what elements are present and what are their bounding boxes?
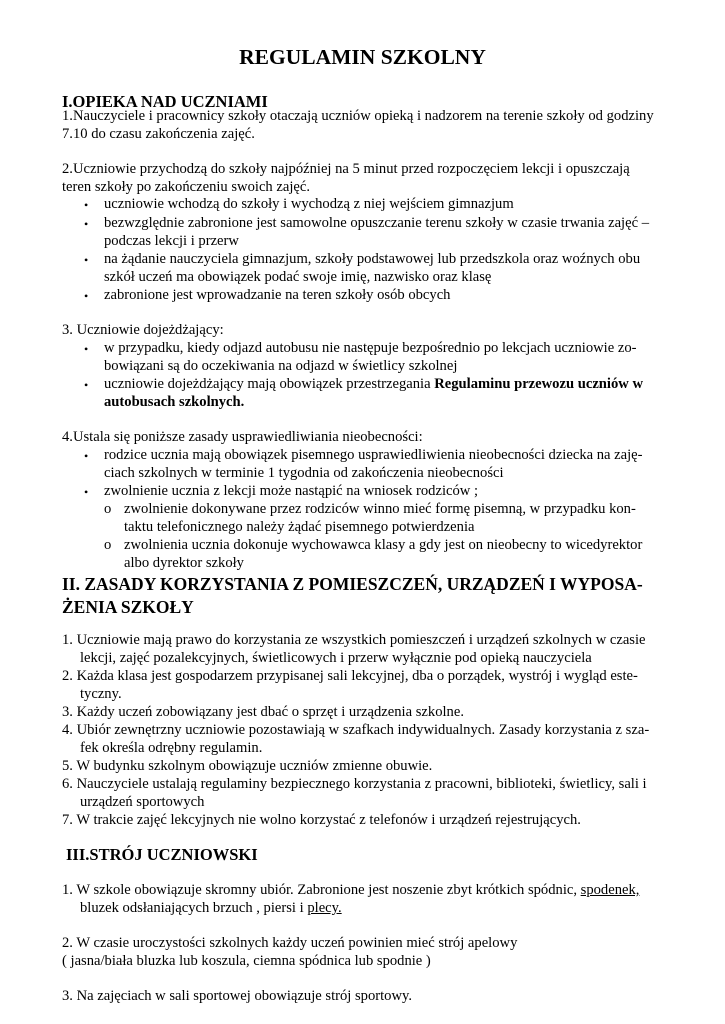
bullet-icon: • [84,253,89,267]
sec2-item2-line2: tyczny. [80,686,122,702]
sec1-p4-bullet1-line2: ciach szkolnych w terminie 1 tygodnia od zakończenia nieobecności [104,465,504,481]
sec2-item1-line2: lekcji, zajęć pozalekcyjnych, świetlicowych i przerw wyłącznie pod opieką nauczyciela [80,650,592,666]
sec1-p2-bullet1: uczniowie wchodzą do szkoły i wychodzą z niej wejściem gimnazjum [104,196,514,212]
section-1-heading: I.OPIEKA NAD UCZNIAMI [62,92,268,111]
sec1-p3-bullet2-line2: autobusach szkolnych. [104,394,245,410]
sec2-item7: 7. W trakcie zajęć lekcyjnych nie wolno korzystać z telefonów i urządzeń rejestrujących. [62,812,581,828]
bullet-icon: • [84,198,89,212]
bullet-icon: • [84,485,89,499]
underlined-plecy: plecy. [307,900,342,916]
sec3-item2-line1: 2. W czasie uroczystości szkolnych każdy uczeń powinien mieć strój apelowy [62,935,518,951]
sec3-item1-line2 [80,900,342,918]
sec1-p3-bullet1-line2: bowiązani są do oczekiwania na odjazd w świetlicy szkolnej [104,358,458,374]
sec2-item2-line1: 2. Każda klasa jest gospodarzem przypisanej sali lekcyjnej, dba o porządek, wystrój i wygląd este- [62,668,638,684]
bullet-icon: • [84,449,89,463]
subbullet-icon: o [104,537,112,553]
sec1-p3-bullet1-line1: w przypadku, kiedy odjazd autobusu nie następuje bezpośrednio po lekcjach uczniowie zo- [104,340,637,356]
sec1-p2-line2: teren szkoły po zakończeniu swoich zajęć. [62,179,310,195]
sec3-item1-text2: bluzek odsłaniających brzuch , piersi i [80,900,308,916]
sec1-p2-bullet3-line1: na żądanie nauczyciela gimnazjum, szkoły podstawowej lub przedszkola oraz woźnych obu [104,251,641,267]
sec1-p2-bullet4: zabronione jest wprowadzanie na teren szkoły osób obcych [104,287,451,303]
sec1-p2-bullet2-line2: podczas lekcji i przerw [104,233,239,249]
sec2-item5: 5. W budynku szkolnym obowiązuje uczniów zmienne obuwie. [62,758,433,774]
sec2-item6-line2: urządzeń sportowych [80,794,205,810]
sec3-item3: 3. Na zajęciach w sali sportowej obowiązuje strój sportowy. [62,988,413,1004]
sec1-p3-bullet2-text: uczniowie dojeżdżający mają obowiązek przestrzegania [104,376,435,392]
sec1-p1-line1: 1.Nauczyciele i pracownicy szkoły otaczają uczniów opieką i nadzorem na terenie szkoły od godziny [62,108,654,124]
sec2-item4-line1: 4. Ubiór zewnętrzny uczniowie pozostawiają w szafkach indywidualnych. Zasady korzystania z sza- [62,722,650,738]
underlined-spodenek: spodenek, [580,882,640,898]
section-2-heading-line1: II. ZASADY KORZYSTANIA Z POMIESZCZEŃ, URZĄDZEŃ I WYPOSA- [62,574,643,594]
bullet-icon: • [84,342,89,356]
sec1-p4-line1: 4.Ustala się poniższe zasady usprawiedliwiania nieobecności: [62,429,423,445]
sec1-p4-sub1-line1: zwolnienie dokonywane przez rodziców winno mieć formę pisemną, w przypadku kon- [124,501,636,517]
sec3-item1-text: 1. W szkole obowiązuje skromny ubiór. Zabronione jest noszenie zbyt krótkich spódnic, [62,882,581,898]
document-title: REGULAMIN SZKOLNY [239,45,486,69]
sec1-p1-line2: 7.10 do czasu zakończenia zajęć. [62,126,255,142]
sec1-p3-bullet2-line1 [104,376,643,394]
sec1-p2-bullet2-line1: bezwzględnie zabronione jest samowolne opuszczanie terenu szkoły w czasie trwania zajęć – [104,215,649,231]
sec1-p3-line1: 3. Uczniowie dojeżdżający: [62,322,224,338]
sec3-item2-line2: ( jasna/biała bluzka lub koszula, ciemna spódnica lub spodnie ) [62,953,431,969]
sec3-item1-line1 [62,882,639,900]
sec1-p2-bullet3-line2: szkół uczeń ma obowiązek podać swoje imię, nazwisko oraz klasę [104,269,492,285]
regulamin-przewozu-ref: Regulaminu przewozu uczniów w [434,376,643,392]
sec2-item1-line1: 1. Uczniowie mają prawo do korzystania ze wszystkich pomieszczeń i urządzeń szkolnych w czasie [62,632,646,648]
subbullet-icon: o [104,501,112,517]
sec1-p2-line1: 2.Uczniowie przychodzą do szkoły najpóźniej na 5 minut przed rozpoczęciem lekcji i opuszczają [62,161,630,177]
section-2-heading-line2: ŻENIA SZKOŁY [62,597,194,617]
sec2-item6-line1: 6. Nauczyciele ustalają regulaminy bezpiecznego korzystania z pracowni, biblioteki, świetlicy, sali i [62,776,647,792]
bullet-icon: • [84,217,89,231]
sec1-p4-bullet2: zwolnienie ucznia z lekcji może nastąpić na wniosek rodziców ; [104,483,479,499]
sec2-item3: 3. Każdy uczeń zobowiązany jest dbać o sprzęt i urządzenia szkolne. [62,704,464,720]
section-3-heading: III.STRÓJ UCZNIOWSKI [66,845,258,864]
sec1-p4-bullet1-line1: rodzice ucznia mają obowiązek pisemnego usprawiedliwienia nieobecności dziecka na zaję- [104,447,643,463]
bullet-icon: • [84,378,89,392]
sec1-p4-sub2-line2: albo dyrektor szkoły [124,555,244,571]
bullet-icon: • [84,289,89,303]
sec2-item4-line2: fek określa odrębny regulamin. [80,740,263,756]
sec1-p4-sub1-line2: taktu telefonicznego należy żądać pisemnego potwierdzenia [124,519,475,535]
sec1-p4-sub2-line1: zwolnienia ucznia dokonuje wychowawca klasy a gdy jest on nieobecny to wicedyrektor [124,537,643,553]
